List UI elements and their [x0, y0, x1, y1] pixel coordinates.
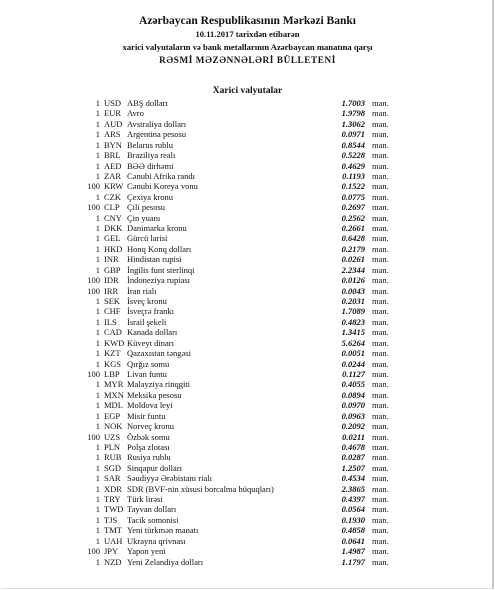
currency-code-cell: CZK: [104, 191, 121, 202]
rate-row: [0, 192, 495, 202]
nominal-cell: 1: [95, 160, 100, 171]
currency-code-cell: TJS: [104, 514, 118, 525]
unit-cell: man.: [372, 348, 389, 359]
currency-code-cell: SAR: [104, 473, 121, 484]
nominal-cell: 1: [95, 243, 100, 254]
currency-code-cell: MDL: [104, 400, 123, 411]
currency-name-cell: Yeni türkmən manatı: [127, 525, 199, 536]
currency-code-cell: KZT: [104, 348, 121, 359]
rate-row: [0, 536, 495, 546]
currency-code-cell: CHF: [104, 306, 121, 317]
currency-name-cell: Yapon yeni: [127, 546, 166, 557]
currency-name-cell: İndoneziya rupiası: [127, 275, 191, 286]
rate-value-cell: 0.5228: [341, 150, 365, 161]
rate-row: [0, 286, 495, 296]
currency-code-cell: UZS: [104, 431, 121, 442]
effective-date-line: 10.11.2017 tarixdən etibarən: [195, 29, 300, 39]
currency-name-cell: Malayziya rinqgiti: [127, 379, 191, 390]
unit-cell: man.: [372, 337, 389, 348]
currency-name-cell: Küveyt dinarı: [127, 337, 174, 348]
rate-value-cell: 2.2344: [341, 264, 365, 275]
currency-code-cell: PLN: [104, 441, 121, 452]
currency-code-cell: CNY: [104, 212, 122, 223]
unit-cell: man.: [372, 254, 389, 265]
rate-row: [0, 421, 495, 431]
unit-cell: man.: [372, 368, 389, 379]
currency-code-cell: DKK: [104, 223, 123, 234]
rate-value-cell: 0.0894: [341, 389, 365, 400]
currency-name-cell: ABŞ dolları: [127, 98, 168, 108]
nominal-cell: 1: [95, 223, 100, 234]
unit-cell: man.: [372, 556, 389, 567]
rate-value-cell: 0.0261: [341, 254, 365, 265]
unit-cell: man.: [372, 98, 389, 108]
rate-row: [0, 265, 495, 275]
rate-value-cell: 0.0641: [341, 535, 365, 546]
nominal-cell: 1: [95, 410, 100, 421]
unit-cell: man.: [372, 181, 389, 192]
rate-value-cell: 0.0244: [341, 358, 365, 369]
document-subtitle: xarici valyutaların və bank metallarının Azərbaycan manatına qarşı: [122, 42, 373, 52]
rate-row: [0, 515, 495, 525]
currency-name-cell: Avstraliya dolları: [127, 118, 187, 129]
rate-value-cell: 0.2092: [341, 421, 365, 432]
currency-name-cell: Norveç kronu: [127, 421, 174, 432]
currency-name-cell: Tayvan dolları: [127, 504, 177, 515]
currency-code-cell: ILS: [104, 316, 117, 327]
rate-row: [0, 223, 495, 233]
rate-value-cell: 0.1930: [341, 514, 365, 525]
currency-name-cell: Çin yuanı: [127, 212, 161, 223]
currency-code-cell: EGP: [104, 410, 121, 421]
rate-value-cell: 0.2697: [341, 202, 365, 213]
rate-row: [0, 525, 495, 535]
nominal-cell: 1: [95, 379, 100, 390]
rate-value-cell: 0.4678: [341, 441, 365, 452]
rate-value-cell: 0.2661: [341, 223, 365, 234]
unit-cell: man.: [372, 327, 389, 338]
rate-value-cell: 0.0564: [341, 504, 365, 515]
rate-row: [0, 161, 495, 171]
currency-name-cell: Türk lirəsi: [127, 494, 163, 505]
nominal-cell: 1: [95, 504, 100, 515]
currency-name-cell: Misir funtu: [127, 410, 166, 421]
unit-cell: man.: [372, 275, 389, 286]
nominal-cell: 1: [95, 296, 100, 307]
currency-code-cell: BRL: [104, 150, 121, 161]
currency-name-cell: Cənubi Afrika randı: [127, 170, 195, 181]
rate-row: [0, 306, 495, 316]
rate-row: [0, 390, 495, 400]
currency-code-cell: AED: [104, 160, 122, 171]
currency-name-cell: Argentina pesosu: [127, 129, 187, 140]
nominal-cell: 1: [95, 525, 100, 536]
unit-cell: man.: [372, 514, 389, 525]
rate-value-cell: 0.2562: [341, 212, 365, 223]
rate-row: [0, 150, 495, 160]
nominal-cell: 100: [87, 285, 100, 296]
unit-cell: man.: [372, 296, 389, 307]
unit-cell: man.: [372, 233, 389, 244]
currency-name-cell: Yeni Zelandiya dolları: [127, 556, 204, 567]
rate-row: [0, 202, 495, 212]
rate-row: [0, 348, 495, 358]
nominal-cell: 1: [95, 441, 100, 452]
currency-name-cell: Polşa zlotası: [127, 441, 170, 452]
rate-row: [0, 171, 495, 181]
rate-value-cell: 0.4629: [341, 160, 365, 171]
nominal-cell: 1: [95, 139, 100, 150]
currency-name-cell: BƏƏ dirhəmi: [127, 160, 174, 171]
currency-name-cell: Ukrayna qrivnası: [127, 535, 186, 546]
nominal-cell: 1: [95, 129, 100, 140]
currency-name-cell: SDR (BVF-nin xüsusi borcalma hüquqları): [127, 483, 274, 494]
nominal-cell: 100: [87, 546, 100, 557]
rate-value-cell: 0.8544: [341, 139, 365, 150]
currency-name-cell: İran rialı: [127, 285, 157, 296]
unit-cell: man.: [372, 546, 389, 557]
rate-row: [0, 338, 495, 348]
unit-cell: man.: [372, 170, 389, 181]
nominal-cell: 1: [95, 358, 100, 369]
rate-value-cell: 0.0970: [341, 400, 365, 411]
rate-value-cell: 0.0126: [341, 275, 365, 286]
nominal-cell: 1: [95, 212, 100, 223]
rate-row: [0, 452, 495, 462]
currency-name-cell: Qırğız somu: [127, 358, 170, 369]
currency-code-cell: EUR: [104, 108, 121, 119]
rate-value-cell: 0.2179: [341, 243, 365, 254]
rate-value-cell: 0.4055: [341, 379, 365, 390]
nominal-cell: 1: [95, 473, 100, 484]
rate-value-cell: 0.0287: [341, 452, 365, 463]
unit-cell: man.: [372, 483, 389, 494]
rate-row: [0, 108, 495, 118]
currency-code-cell: IDR: [104, 275, 119, 286]
nominal-cell: 1: [95, 556, 100, 567]
rate-row: [0, 379, 495, 389]
rate-value-cell: 0.0051: [341, 348, 365, 359]
rate-value-cell: 0.2031: [341, 296, 365, 307]
rate-row: [0, 233, 495, 243]
currency-name-cell: Meksika pesosu: [127, 389, 182, 400]
unit-cell: man.: [372, 129, 389, 140]
rate-row: [0, 275, 495, 285]
rate-row: [0, 119, 495, 129]
rate-row: [0, 317, 495, 327]
unit-cell: man.: [372, 108, 389, 119]
rate-value-cell: 2.3865: [341, 483, 365, 494]
currency-code-cell: SEK: [104, 296, 121, 307]
rate-value-cell: 1.7003: [341, 98, 365, 108]
currency-code-cell: TWD: [104, 504, 124, 515]
unit-cell: man.: [372, 525, 389, 536]
currency-code-cell: TRY: [104, 494, 121, 505]
currency-code-cell: BYN: [104, 139, 122, 150]
rate-value-cell: 0.4534: [341, 473, 365, 484]
rate-value-cell: 1.7089: [341, 306, 365, 317]
currency-code-cell: CLP: [104, 202, 120, 213]
rate-value-cell: 0.1127: [342, 368, 365, 379]
currency-code-cell: TMT: [104, 525, 122, 536]
unit-cell: man.: [372, 441, 389, 452]
currency-name-cell: Rusiya rublu: [127, 452, 171, 463]
currency-name-cell: Honq Konq dolları: [127, 243, 192, 254]
currency-name-cell: Avro: [127, 108, 144, 119]
rate-value-cell: 0.0211: [342, 431, 365, 442]
unit-cell: man.: [372, 504, 389, 515]
currency-name-cell: Qazaxıstan təngəsi: [127, 348, 191, 359]
rate-row: [0, 463, 495, 473]
rate-row: [0, 327, 495, 337]
rate-value-cell: 0.0971: [341, 129, 365, 140]
unit-cell: man.: [372, 191, 389, 202]
unit-cell: man.: [372, 421, 389, 432]
rate-row: [0, 254, 495, 264]
nominal-cell: 1: [95, 514, 100, 525]
rate-row: [0, 557, 495, 567]
nominal-cell: 1: [95, 400, 100, 411]
currency-name-cell: Tacik somonisi: [127, 514, 179, 525]
rate-value-cell: 5.6264: [341, 337, 365, 348]
nominal-cell: 1: [95, 264, 100, 275]
currency-code-cell: NZD: [104, 556, 122, 567]
nominal-cell: 1: [95, 389, 100, 400]
unit-cell: man.: [372, 212, 389, 223]
unit-cell: man.: [372, 243, 389, 254]
currency-name-cell: Hindistan rupisi: [127, 254, 182, 265]
rate-row: [0, 504, 495, 514]
rate-value-cell: 1.9798: [341, 108, 365, 119]
currency-name-cell: Belarus rublu: [127, 139, 174, 150]
currency-name-cell: Braziliya realı: [127, 150, 176, 161]
unit-cell: man.: [372, 358, 389, 369]
rate-value-cell: 1.2507: [341, 462, 365, 473]
currency-code-cell: RUB: [104, 452, 122, 463]
currency-code-cell: NOK: [104, 421, 123, 432]
unit-cell: man.: [372, 431, 389, 442]
currency-code-cell: XDR: [104, 483, 122, 494]
unit-cell: man.: [372, 473, 389, 484]
unit-cell: man.: [372, 264, 389, 275]
rate-row: [0, 546, 495, 556]
currency-name-cell: Moldova leyi: [127, 400, 173, 411]
currency-code-cell: SGD: [104, 462, 122, 473]
nominal-cell: 1: [95, 98, 100, 108]
nominal-cell: 1: [95, 118, 100, 129]
rate-value-cell: 0.4397: [341, 494, 365, 505]
nominal-cell: 1: [95, 327, 100, 338]
nominal-cell: 100: [87, 275, 100, 286]
nominal-cell: 1: [95, 254, 100, 265]
currency-code-cell: JPY: [104, 546, 119, 557]
rate-row: [0, 181, 495, 191]
currency-code-cell: AUD: [104, 118, 123, 129]
currency-code-cell: UAH: [104, 535, 123, 546]
nominal-cell: 1: [95, 535, 100, 546]
rate-row: [0, 484, 495, 494]
bulletin-title: RƏSMİ MƏZƏNNƏLƏRİ BÜLLETENİ: [159, 55, 336, 65]
currency-code-cell: USD: [104, 98, 122, 108]
nominal-cell: 1: [95, 150, 100, 161]
unit-cell: man.: [372, 202, 389, 213]
currency-name-cell: Sinqapur dolları: [127, 462, 183, 473]
rate-value-cell: 0.4858: [341, 525, 365, 536]
currency-name-cell: Gürcü larisi: [127, 233, 168, 244]
rate-value-cell: 0.0963: [341, 410, 365, 421]
rate-value-cell: 0.6428: [341, 233, 365, 244]
currency-name-cell: İsveç kronu: [127, 296, 167, 307]
rate-row: [0, 411, 495, 421]
nominal-cell: 1: [95, 191, 100, 202]
rates-table: [0, 98, 495, 567]
rate-value-cell: 1.3062: [341, 118, 365, 129]
rate-row: [0, 442, 495, 452]
currency-code-cell: KGS: [104, 358, 122, 369]
unit-cell: man.: [372, 306, 389, 317]
unit-cell: man.: [372, 160, 389, 171]
nominal-cell: 1: [95, 494, 100, 505]
unit-cell: man.: [372, 139, 389, 150]
nominal-cell: 1: [95, 348, 100, 359]
rate-row: [0, 296, 495, 306]
currency-name-cell: Çili pesosu: [127, 202, 166, 213]
currency-code-cell: GEL: [104, 233, 121, 244]
rate-row: [0, 359, 495, 369]
nominal-cell: 1: [95, 483, 100, 494]
currency-name-cell: Cənubi Koreya vonu: [127, 181, 198, 192]
currency-code-cell: LBP: [104, 368, 120, 379]
currency-code-cell: KWD: [104, 337, 125, 348]
rate-row: [0, 244, 495, 254]
currency-name-cell: İsrail şekeli: [127, 316, 167, 327]
nominal-cell: 100: [87, 181, 100, 192]
unit-cell: man.: [372, 494, 389, 505]
rate-row: [0, 140, 495, 150]
rate-value-cell: 1.4987: [341, 546, 365, 557]
rate-value-cell: 1.3415: [341, 327, 365, 338]
rate-row: [0, 369, 495, 379]
currency-name-cell: İngilis funt sterlinqi: [127, 264, 195, 275]
rate-value-cell: 0.0043: [341, 285, 365, 296]
currency-code-cell: CAD: [104, 327, 122, 338]
unit-cell: man.: [372, 410, 389, 421]
currency-code-cell: IRR: [104, 285, 119, 296]
section-title: Xarici valyutalar: [212, 86, 283, 96]
nominal-cell: 100: [87, 202, 100, 213]
currency-code-cell: ZAR: [104, 170, 121, 181]
unit-cell: man.: [372, 389, 389, 400]
currency-name-cell: Özbək somu: [127, 431, 170, 442]
currency-code-cell: MYR: [104, 379, 124, 390]
nominal-cell: 1: [95, 462, 100, 473]
nominal-cell: 100: [87, 368, 100, 379]
currency-name-cell: Danimarka kronu: [127, 223, 187, 234]
bank-title: Azərbaycan Respublikasının Mərkəzi Bankı: [139, 15, 356, 27]
nominal-cell: 100: [87, 431, 100, 442]
rate-value-cell: 0.4823: [341, 316, 365, 327]
nominal-cell: 1: [95, 316, 100, 327]
currency-code-cell: INR: [104, 254, 119, 265]
unit-cell: man.: [372, 452, 389, 463]
nominal-cell: 1: [95, 337, 100, 348]
rate-value-cell: 0.1193: [342, 170, 365, 181]
rate-row: [0, 494, 495, 504]
unit-cell: man.: [372, 118, 389, 129]
unit-cell: man.: [372, 223, 389, 234]
unit-cell: man.: [372, 150, 389, 161]
unit-cell: man.: [372, 379, 389, 390]
rate-row: [0, 400, 495, 410]
rate-row: [0, 98, 495, 108]
currency-name-cell: Çexiya kronu: [127, 191, 174, 202]
unit-cell: man.: [372, 535, 389, 546]
rate-row: [0, 213, 495, 223]
unit-cell: man.: [372, 316, 389, 327]
document-header: [0, 14, 495, 67]
rate-value-cell: 0.0775: [341, 191, 365, 202]
rate-row: [0, 129, 495, 139]
nominal-cell: 1: [95, 306, 100, 317]
currency-code-cell: HKD: [104, 243, 123, 254]
currency-name-cell: Kanada dolları: [127, 327, 178, 338]
currency-name-cell: İsveçrə frankı: [127, 306, 174, 317]
rate-row: [0, 473, 495, 483]
nominal-cell: 1: [95, 421, 100, 432]
nominal-cell: 1: [95, 170, 100, 181]
rate-value-cell: 1.1797: [341, 556, 365, 567]
nominal-cell: 1: [95, 233, 100, 244]
currency-name-cell: Livan funtu: [127, 368, 167, 379]
unit-cell: man.: [372, 285, 389, 296]
currency-code-cell: ARS: [104, 129, 121, 140]
rate-row: [0, 432, 495, 442]
currency-name-cell: Səudiyyə Ərəbistanı rialı: [127, 473, 212, 484]
currency-code-cell: GBP: [104, 264, 121, 275]
unit-cell: man.: [372, 400, 389, 411]
nominal-cell: 1: [95, 452, 100, 463]
unit-cell: man.: [372, 462, 389, 473]
nominal-cell: 1: [95, 108, 100, 119]
currency-code-cell: KRW: [104, 181, 124, 192]
rate-value-cell: 0.1522: [341, 181, 365, 192]
currency-code-cell: MXN: [104, 389, 124, 400]
